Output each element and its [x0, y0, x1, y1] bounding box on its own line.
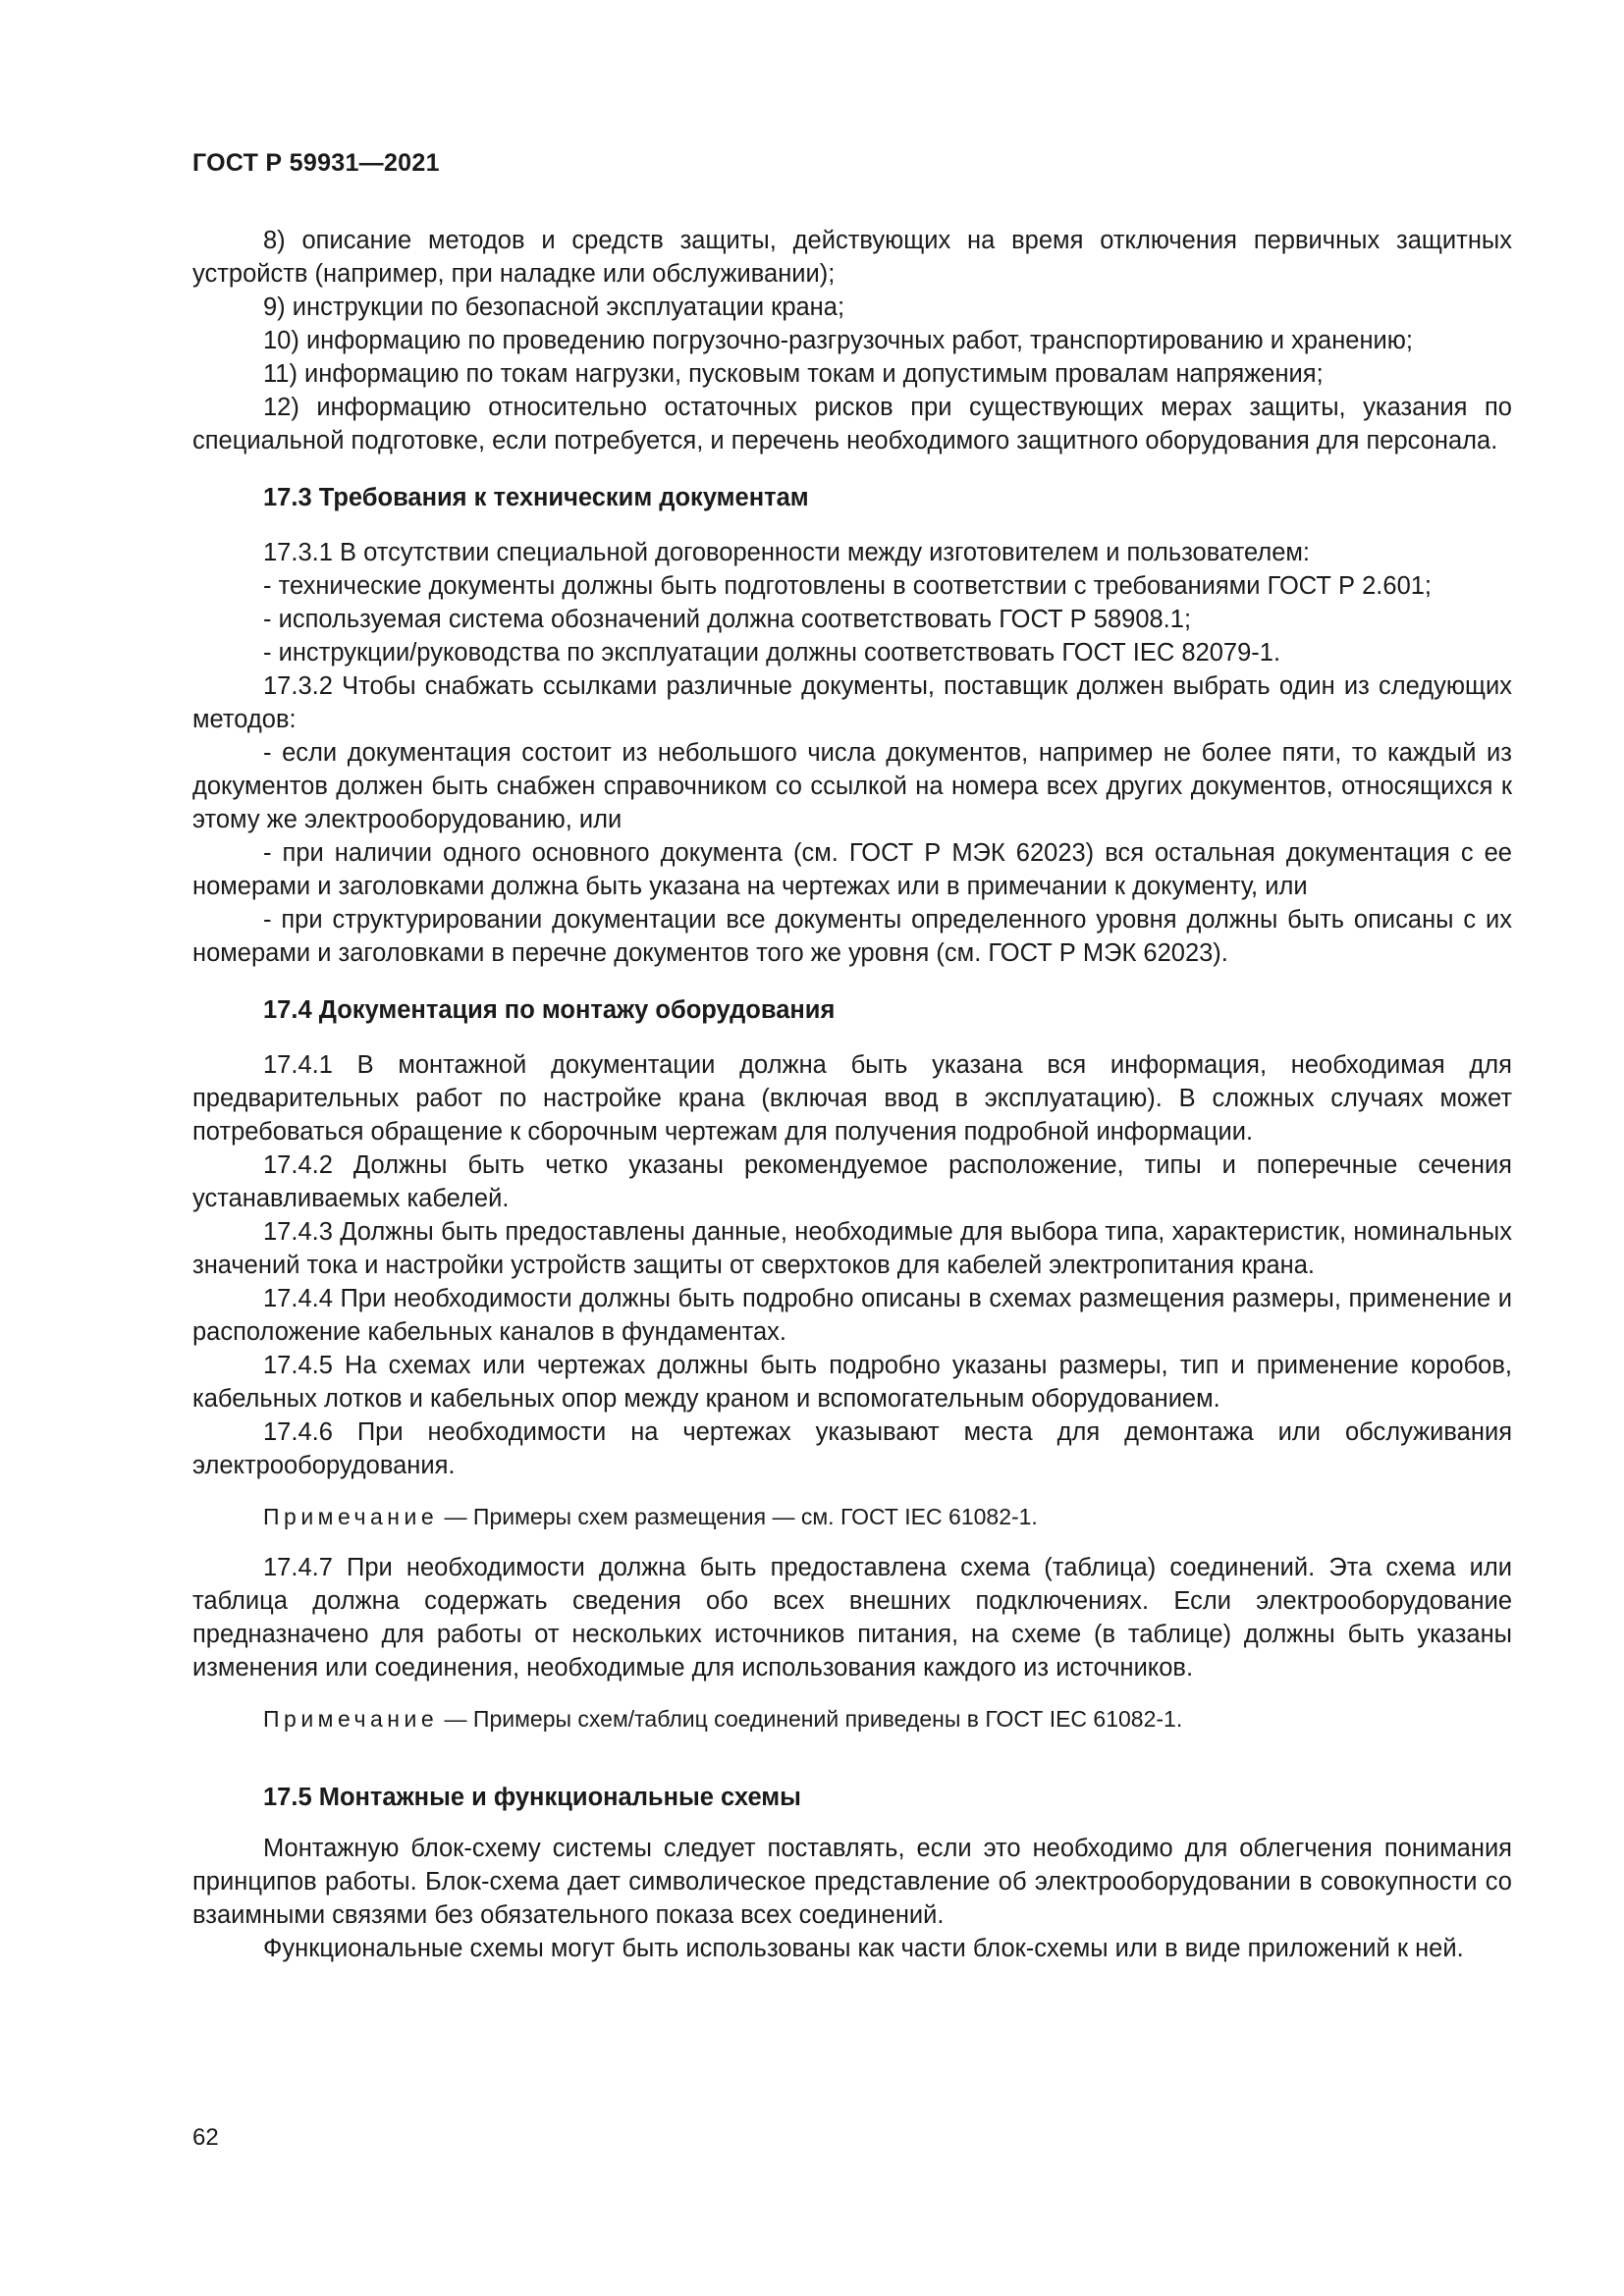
- paragraph-17-3-2-item-2: - при наличии одного основного документа (см. ГОСТ Р МЭК 62023) вся остальная документация с ее номерами и заголовками должна быть указана на чертежах или в примечании к документу, или: [192, 839, 1512, 900]
- section-17-4-heading: 17.4 Документация по монтажу оборудования: [263, 996, 836, 1024]
- document-body: [192, 224, 1512, 1965]
- paragraph-17-3-2-item-1: - если документация состоит из небольшого числа документов, например не более пяти, то каждый из документов должен быть снабжен справочником со ссылкой на номера всех других документов, относящихся к этому же электрооборудованию, или: [192, 739, 1512, 833]
- paragraph-17-3-2-item-3: - при структурировании документации все документы определенного уровня должны быть описаны с их номерами и заголовками в перечне документов того же уровня (см. ГОСТ Р МЭК 62023).: [192, 906, 1512, 967]
- note-label: Примечание: [263, 1706, 439, 1732]
- paragraph-17-3-1-item-3: - инструкции/руководства по эксплуатации должны соответствовать ГОСТ IEC 82079-1.: [263, 639, 1281, 667]
- paragraph-17-3-1-item-1: - технические документы должны быть подготовлены в соответствии с требованиями ГОСТ Р 2.601;: [263, 572, 1433, 600]
- note-connection-diagrams: [192, 1702, 1512, 1735]
- paragraph-17-3-2: 17.3.2 Чтобы снабжать ссылками различные документы, поставщик должен выбрать один из следующих методов:: [192, 672, 1512, 733]
- note-text: — Примеры схем/таблиц соединений приведены в ГОСТ IEC 61082-1.: [438, 1706, 1183, 1732]
- list-item-8: 8) описание методов и средств защиты, действующих на время отключения первичных защитных устройств (например, при наладке или обслуживании);: [192, 227, 1512, 288]
- section-17-3-heading: 17.3 Требования к техническим документам: [263, 484, 809, 511]
- document-code-header: ГОСТ Р 59931—2021: [192, 149, 440, 177]
- paragraph-17-5-1: Монтажную блок-схему системы следует поставлять, если это необходимо для облегчения понимания принципов работы. Блок-схема дает символическое представление об электрооборудовании в совокупности со взаимными связями без обязательного показа всех соединений.: [192, 1835, 1512, 1929]
- note-text: — Примеры схем размещения — см. ГОСТ IEC 61082-1.: [438, 1504, 1038, 1529]
- paragraph-17-4-5: 17.4.5 На схемах или чертежах должны быть подробно указаны размеры, тип и применение коробов, кабельных лотков и кабельных опор между краном и вспомогательным оборудованием.: [192, 1352, 1512, 1413]
- paragraph-17-4-4: 17.4.4 При необходимости должны быть подробно описаны в схемах размещения размеры, применение и расположение кабельных каналов в фундаментах.: [192, 1285, 1512, 1346]
- list-item-9: 9) инструкции по безопасной эксплуатации крана;: [263, 294, 845, 321]
- list-item-12: 12) информацию относительно остаточных рисков при существующих мерах защиты, указания по специальной подготовке, если потребуется, и перечень необходимого защитного оборудования для персонала.: [192, 394, 1512, 454]
- paragraph-17-5-2: Функциональные схемы могут быть использованы как части блок-схемы или в виде приложений к ней.: [263, 1935, 1464, 1962]
- page-number: 62: [192, 2124, 219, 2151]
- paragraph-17-4-6: 17.4.6 При необходимости на чертежах указывают места для демонтажа или обслуживания электрооборудования.: [192, 1418, 1512, 1479]
- list-item-10: 10) информацию по проведению погрузочно-разгрузочных работ, транспортированию и хранению;: [263, 327, 1413, 354]
- paragraph-17-4-1: 17.4.1 В монтажной документации должна быть указана вся информация, необходимая для предварительных работ по настройке крана (включая ввод в эксплуатацию). В сложных случаях может потребоваться обращение к сборочным чертежам для получения подробной информации.: [192, 1051, 1512, 1146]
- paragraph-17-4-3: 17.4.3 Должны быть предоставлены данные, необходимые для выбора типа, характеристик, номинальных значений тока и настройки устройств защиты от сверхтоков для кабелей электропитания крана.: [192, 1218, 1512, 1279]
- section-17-5-heading: 17.5 Монтажные и функциональные схемы: [263, 1784, 801, 1811]
- note-label: Примечание: [263, 1504, 439, 1529]
- list-item-11: 11) информацию по токам нагрузки, пусковым токам и допустимым провалам напряжения;: [263, 360, 1324, 388]
- paragraph-17-4-7: 17.4.7 При необходимости должна быть предоставлена схема (таблица) соединений. Эта схема или таблица должна содержать сведения обо всех внешних подключениях. Если электрооборудование предназначено для работы от нескольких источников питания, на схеме (в таблице) должны быть указаны изменения или соединения, необходимые для использования каждого из источников.: [192, 1554, 1512, 1682]
- paragraph-17-3-1-item-2: - используемая система обозначений должна соответствовать ГОСТ Р 58908.1;: [263, 606, 1192, 633]
- note-placement-diagrams: [192, 1500, 1512, 1533]
- paragraph-17-4-2: 17.4.2 Должны быть четко указаны рекомендуемое расположение, типы и поперечные сечения устанавливаемых кабелей.: [192, 1151, 1512, 1212]
- paragraph-17-3-1: 17.3.1 В отсутствии специальной договоренности между изготовителем и пользователем:: [263, 539, 1311, 566]
